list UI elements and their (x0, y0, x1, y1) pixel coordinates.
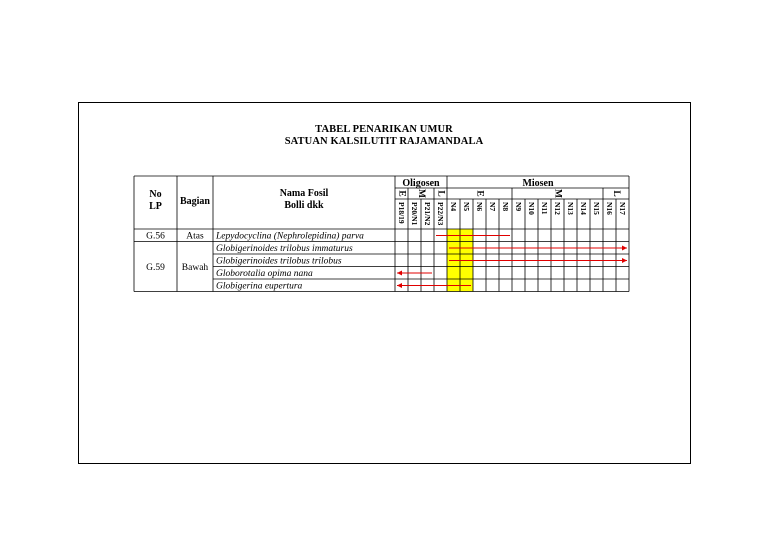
range-arrow-right (622, 258, 627, 263)
zone-label: N8 (501, 202, 510, 212)
header-subepoch: M (552, 189, 563, 198)
zone-label: N11 (540, 202, 549, 215)
zone-label: P21/N2 (423, 202, 432, 226)
header-subepoch: E (474, 190, 485, 197)
header-subepoch: L (611, 190, 621, 197)
zone-label: N16 (605, 202, 614, 215)
zone-label: N15 (592, 202, 601, 215)
zone-label: P22/N3 (436, 202, 445, 226)
header-fossil-name: Nama Fosil (279, 188, 329, 199)
header-miosen: Miosen (522, 178, 554, 189)
zone-label: N7 (488, 202, 497, 212)
fossil-name: Globorotalia opima nana (216, 269, 313, 279)
zone-label: N10 (527, 202, 536, 215)
zone-label: N13 (566, 202, 575, 215)
bagian-label: Bawah (181, 263, 209, 273)
bagian-label: Atas (186, 231, 204, 242)
header-subepoch: L (435, 190, 446, 197)
lp-number: G.59 (146, 263, 165, 273)
zone-label: N12 (553, 202, 562, 215)
range-arrow-left (397, 283, 402, 288)
range-arrow-right (622, 246, 627, 251)
header-subepoch: E (396, 190, 407, 197)
table-title-line2: SATUAN KALSILUTIT RAJAMANDALA (284, 136, 484, 147)
table-title-line1: TABEL PENARIKAN UMUR (315, 124, 453, 135)
lp-number: G.56 (146, 231, 165, 242)
fossil-name: Lepydocyclina (Nephrolepidina) parva (216, 231, 364, 242)
zone-label: N5 (462, 202, 471, 212)
header-no-lp: No (149, 189, 162, 200)
zone-label: P20/N1 (410, 202, 419, 226)
zone-label: N9 (514, 202, 523, 212)
range-arrow-left (397, 271, 402, 276)
fossil-name: Globigerinoides trilobus trilobus (216, 256, 342, 267)
zone-label: N17 (618, 202, 627, 215)
header-oligosen: Oligosen (402, 178, 440, 189)
header-bagian: Bagian (179, 196, 211, 207)
zone-label: N4 (449, 202, 458, 212)
header-no-lp: LP (149, 201, 162, 212)
zone-label: N14 (579, 202, 588, 215)
header-fossil-name: Bolli dkk (284, 200, 324, 211)
header-subepoch: M (416, 189, 426, 198)
zone-label: N6 (475, 202, 484, 212)
zone-label: P18/19 (397, 202, 406, 224)
fossil-name: Globigerinoides trilobus immaturus (216, 244, 353, 254)
fossil-name: Globigerina eupertura (216, 281, 303, 292)
